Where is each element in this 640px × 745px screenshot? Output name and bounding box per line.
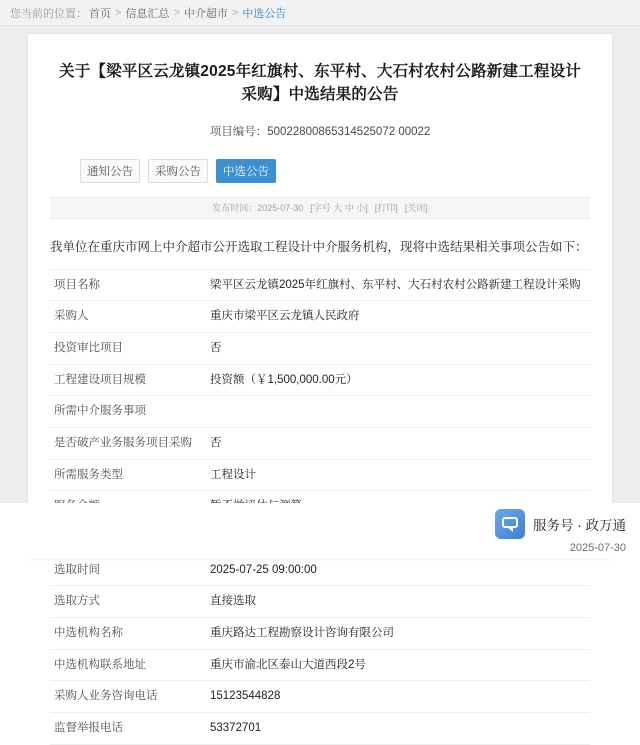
project-number-label: 项目编号： <box>209 125 268 138</box>
row-value: 重庆市梁平区云龙镇人民政府 <box>210 310 360 323</box>
table-row <box>50 586 590 618</box>
breadcrumb-item-market[interactable]: 中介超市 <box>183 7 228 20</box>
table-row <box>50 396 590 428</box>
row-key: 监督举报电话 <box>54 721 123 734</box>
page-background <box>0 26 640 734</box>
row-key: 采购人 <box>54 310 89 323</box>
breadcrumb <box>0 0 640 26</box>
row-key: 中选机构联系地址 <box>54 658 146 671</box>
publish-time: 发布时间：2025-07-30 <box>212 203 304 213</box>
meta-strip <box>50 197 590 219</box>
font-size-control[interactable]: [字号 大 中 小] <box>310 203 368 213</box>
row-key: 项目名称 <box>54 278 100 291</box>
breadcrumb-item-current[interactable]: 中选公告 <box>242 7 287 20</box>
row-value: 15123544828 <box>210 690 281 703</box>
row-value: 重庆市渝北区泰山大道西段2号 <box>210 658 366 671</box>
row-value: 否 <box>210 436 222 449</box>
row-value: 2025-07-25 09:00:00 <box>210 563 317 576</box>
row-key: 工程建设项目规模 <box>54 373 146 386</box>
row-key: 中选机构名称 <box>54 626 123 639</box>
row-value <box>196 396 590 428</box>
table-row <box>50 649 590 681</box>
breadcrumb-item-info[interactable]: 信息汇总 <box>125 7 170 20</box>
project-number <box>28 123 612 139</box>
watermark <box>495 509 626 539</box>
tab-notice[interactable]: 通知公告 <box>80 159 140 183</box>
row-value: 直接选取 <box>210 595 256 608</box>
tab-procurement[interactable]: 采购公告 <box>148 159 208 183</box>
row-key: 选取时间 <box>54 563 100 576</box>
row-key: 投资审比项目 <box>54 341 123 354</box>
table-row <box>50 427 590 459</box>
row-value: 投资额（￥1,500,000.00元） <box>210 373 358 386</box>
breadcrumb-separator: > <box>115 6 122 19</box>
table-row <box>50 269 590 301</box>
page-title: 关于【梁平区云龙镇2025年红旗村、东平村、大石村农村公路新建工程设计采购】中选结果的公告 <box>59 63 581 104</box>
row-key: 是否破产业务服务项目采购 <box>54 436 192 449</box>
row-value: 工程设计 <box>210 468 256 481</box>
table-row <box>50 364 590 396</box>
breadcrumb-label: 您当前的位置： <box>10 7 87 20</box>
close-button[interactable]: [关闭] <box>404 203 428 213</box>
table-row <box>50 712 590 744</box>
breadcrumb-item-home[interactable]: 首页 <box>89 7 111 20</box>
row-key: 所需服务类型 <box>54 468 123 481</box>
row-key: 所需中介服务事项 <box>54 405 146 418</box>
wechat-official-account-icon <box>495 509 525 539</box>
table-row <box>50 332 590 364</box>
print-button[interactable]: [打印] <box>374 203 398 213</box>
breadcrumb-separator: > <box>173 6 180 19</box>
announcement-card <box>28 34 612 734</box>
row-value: 否 <box>210 341 222 354</box>
table-row <box>50 617 590 649</box>
row-value: 53372701 <box>210 721 262 734</box>
row-value: 梁平区云龙镇2025年红旗村、东平村、大石村农村公路新建工程设计采购 <box>210 278 581 291</box>
row-key: 采购人业务咨询电话 <box>54 690 158 703</box>
tab-result[interactable]: 中选公告 <box>216 159 276 183</box>
table-row <box>50 681 590 713</box>
table-row <box>50 459 590 491</box>
project-number-value: 50022800865314525072 00022 <box>267 125 431 138</box>
footer-date: 2025-07-30 <box>569 542 626 554</box>
breadcrumb-separator: > <box>231 6 239 19</box>
row-value: 重庆路达工程勘察设计咨询有限公司 <box>210 626 394 639</box>
table-row <box>50 301 590 333</box>
row-key: 选取方式 <box>54 595 100 608</box>
footer <box>0 503 640 559</box>
tab-bar <box>80 159 612 183</box>
watermark-text: 服务号 · 政万通 <box>533 518 626 533</box>
lead-paragraph: 我单位在重庆市网上中介超市公开选取工程设计中介服务机构，现将中选结果相关事项公告如下： <box>50 239 588 254</box>
